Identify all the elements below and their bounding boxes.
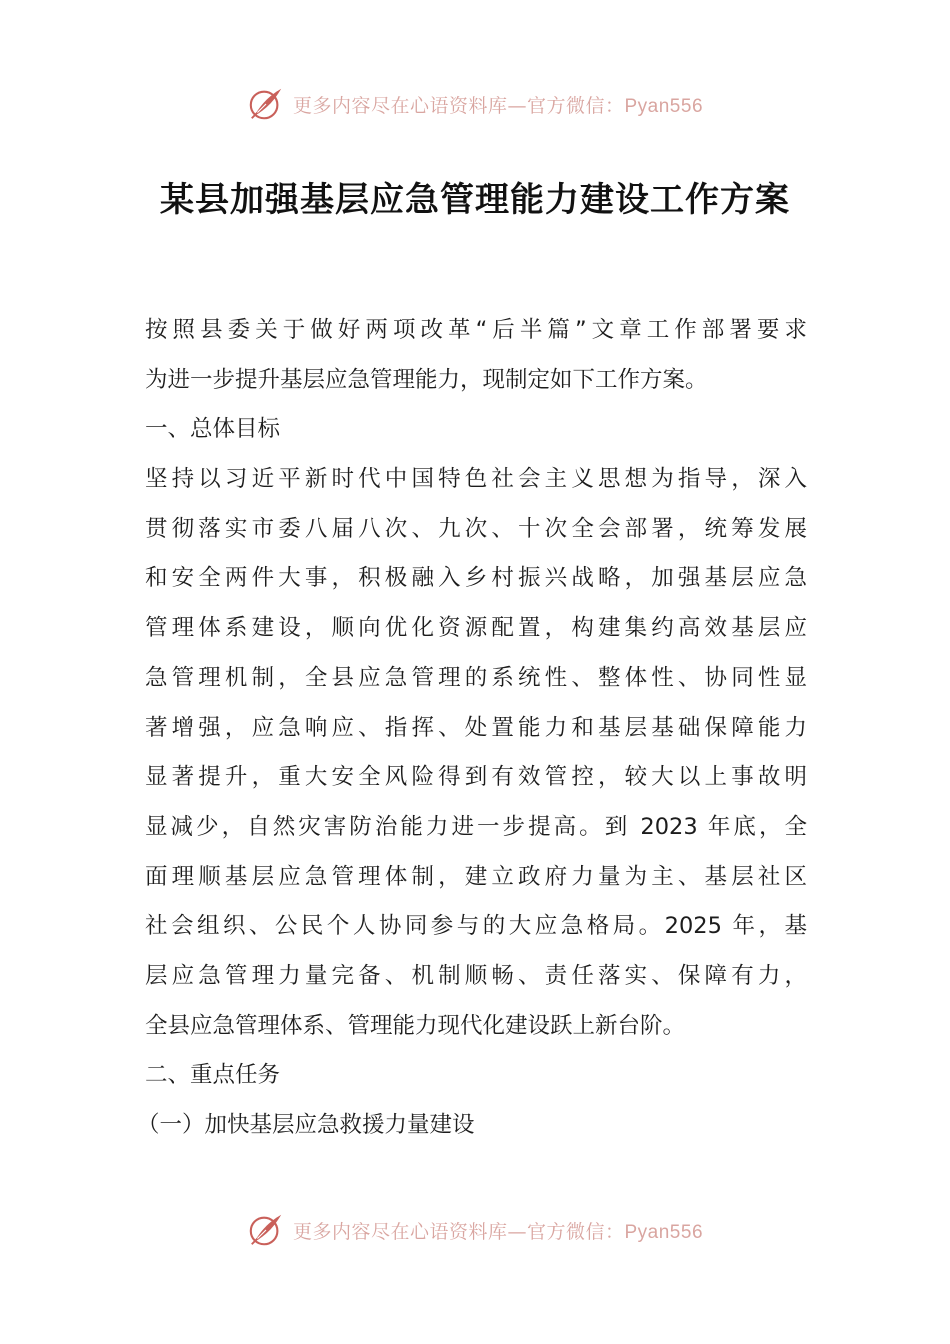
paragraph-line: 管理体系建设，顺向优化资源配置，构建集约高效基层应 bbox=[145, 615, 807, 642]
document-body bbox=[137, 306, 807, 1151]
watermark-banner-top bbox=[0, 82, 950, 126]
paragraph-line: 社会组织、公民个人协同参与的大应急格局。2025 年，基 bbox=[145, 913, 807, 940]
paragraph-line: 显减少，自然灾害防治能力进一步提高。到 2023 年底，全 bbox=[145, 813, 807, 840]
paragraph-line: 面理顺基层应急管理体制，建立政府力量为主、基层社区 bbox=[145, 863, 807, 890]
section-heading: 一、总体目标 bbox=[145, 416, 281, 443]
quill-logo-icon bbox=[247, 85, 285, 123]
paragraph-line: 显著提升，重大安全风险得到有效管控，较大以上事故明 bbox=[145, 764, 807, 791]
paragraph-line: 层应急管理力量完备、机制顺畅、责任落实、保障有力， bbox=[145, 962, 807, 989]
watermark-wechat: Pyan556 bbox=[624, 1221, 704, 1243]
watermark-text: 更多内容尽在心语资料库—官方微信：Pyan556 bbox=[292, 1220, 704, 1243]
paragraph-line: 急管理机制，全县应急管理的系统性、整体性、协同性显 bbox=[145, 664, 807, 691]
paragraph-line: 著增强，应急响应、指挥、处置能力和基层基础保障能力 bbox=[145, 714, 807, 741]
section-heading: 二、重点任务 bbox=[145, 1062, 281, 1089]
subsection-heading: （一）加快基层应急救援力量建设 bbox=[137, 1112, 475, 1138]
paragraph-line: 全县应急管理体系、管理能力现代化建设跃上新台阶。 bbox=[145, 1012, 686, 1039]
paragraph-line: 按照县委关于做好两项改革“后半篇”文章工作部署要求 bbox=[145, 317, 807, 343]
quill-logo-icon bbox=[247, 1211, 285, 1249]
paragraph-line: 为进一步提升基层应急管理能力，现制定如下工作方案。 bbox=[145, 366, 708, 393]
watermark-banner-bottom bbox=[0, 1208, 950, 1252]
document-title: 某县加强基层应急管理能力建设工作方案 bbox=[160, 180, 790, 220]
watermark-wechat: Pyan556 bbox=[624, 95, 704, 117]
paragraph-line: 和安全两件大事，积极融入乡村振兴战略，加强基层应急 bbox=[145, 565, 807, 592]
paragraph-line: 坚持以习近平新时代中国特色社会主义思想为指导，深入 bbox=[145, 466, 807, 493]
paragraph-line: 贯彻落实市委八届八次、九次、十次全会部署，统筹发展 bbox=[145, 515, 807, 542]
watermark-text: 更多内容尽在心语资料库—官方微信：Pyan556 bbox=[292, 94, 704, 117]
